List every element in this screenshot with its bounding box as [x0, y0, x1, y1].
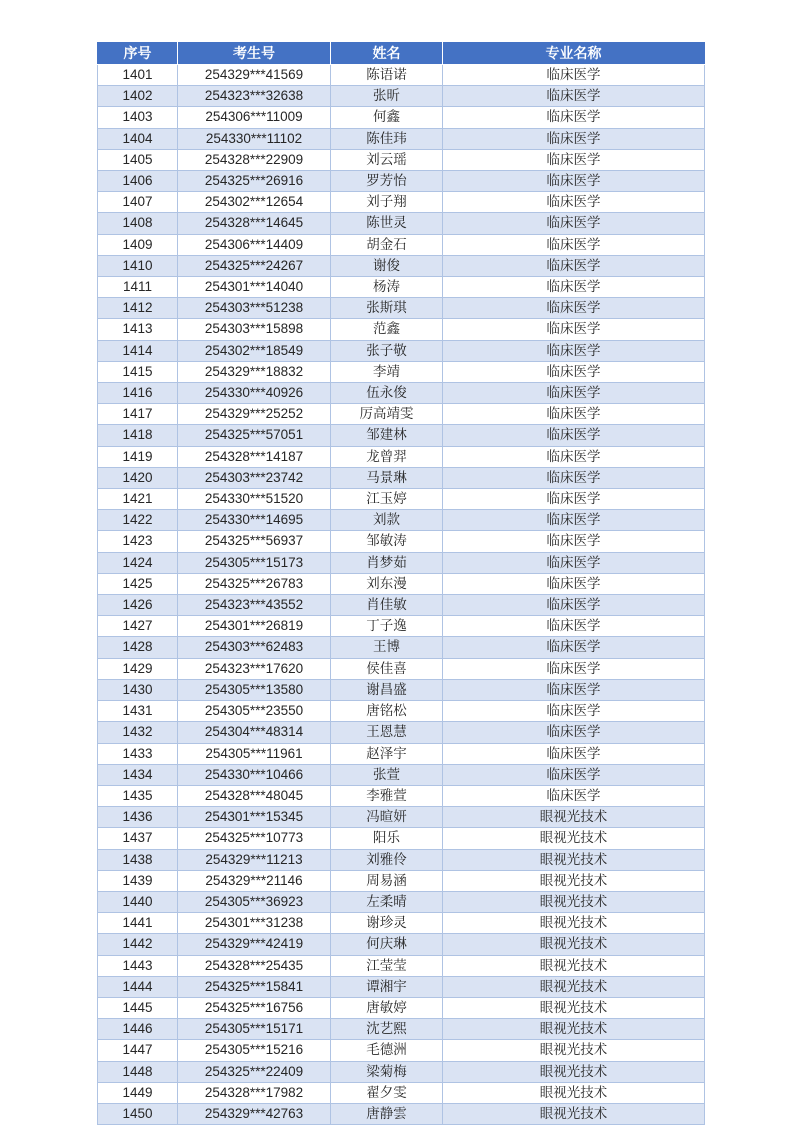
name-cell: 陈佳玮: [331, 128, 443, 149]
serial-cell: 1438: [98, 849, 178, 870]
candidate-id-cell: 254325***10773: [178, 828, 331, 849]
serial-cell: 1401: [98, 65, 178, 86]
serial-cell: 1420: [98, 467, 178, 488]
major-cell: 临床医学: [443, 277, 705, 298]
table-row: [98, 828, 705, 849]
candidate-id-cell: 254305***11961: [178, 743, 331, 764]
candidate-id-cell: 254302***18549: [178, 340, 331, 361]
serial-cell: 1447: [98, 1040, 178, 1061]
table-row: [98, 637, 705, 658]
serial-cell: 1412: [98, 298, 178, 319]
major-cell: 临床医学: [443, 107, 705, 128]
serial-cell: 1445: [98, 997, 178, 1018]
candidate-id-cell: 254323***43552: [178, 595, 331, 616]
table-body: [98, 65, 705, 1125]
major-cell: 临床医学: [443, 255, 705, 276]
serial-cell: 1402: [98, 86, 178, 107]
table-row: [98, 997, 705, 1018]
table-row: [98, 361, 705, 382]
serial-cell: 1409: [98, 234, 178, 255]
serial-cell: 1411: [98, 277, 178, 298]
name-cell: 张斯琪: [331, 298, 443, 319]
table-row: [98, 976, 705, 997]
major-cell: 临床医学: [443, 213, 705, 234]
serial-cell: 1408: [98, 213, 178, 234]
table-row: [98, 340, 705, 361]
table-row: [98, 467, 705, 488]
candidate-id-cell: 254329***18832: [178, 361, 331, 382]
name-cell: 范鑫: [331, 319, 443, 340]
major-cell: 临床医学: [443, 298, 705, 319]
serial-cell: 1429: [98, 658, 178, 679]
table-row: [98, 531, 705, 552]
name-cell: 刘云瑶: [331, 149, 443, 170]
table-row: [98, 192, 705, 213]
major-cell: 临床医学: [443, 383, 705, 404]
table-row: [98, 65, 705, 86]
name-cell: 冯暄妍: [331, 807, 443, 828]
name-cell: 何庆琳: [331, 934, 443, 955]
name-cell: 张昕: [331, 86, 443, 107]
serial-cell: 1403: [98, 107, 178, 128]
major-cell: 眼视光技术: [443, 976, 705, 997]
candidate-id-cell: 254325***56937: [178, 531, 331, 552]
name-cell: 梁菊梅: [331, 1061, 443, 1082]
table-row: [98, 213, 705, 234]
major-cell: 临床医学: [443, 722, 705, 743]
table-row: [98, 255, 705, 276]
candidate-id-cell: 254301***31238: [178, 913, 331, 934]
table-row: [98, 1082, 705, 1103]
serial-cell: 1427: [98, 616, 178, 637]
major-cell: 临床医学: [443, 86, 705, 107]
major-cell: 眼视光技术: [443, 891, 705, 912]
major-cell: 临床医学: [443, 658, 705, 679]
name-cell: 周易涵: [331, 870, 443, 891]
major-cell: 眼视光技术: [443, 1061, 705, 1082]
candidate-id-cell: 254301***26819: [178, 616, 331, 637]
serial-cell: 1422: [98, 510, 178, 531]
candidate-id-cell: 254329***11213: [178, 849, 331, 870]
candidate-id-cell: 254325***26916: [178, 171, 331, 192]
header-name: 姓名: [331, 43, 443, 65]
table-row: [98, 1019, 705, 1040]
table-row: [98, 891, 705, 912]
table-row: [98, 425, 705, 446]
candidate-id-cell: 254306***14409: [178, 234, 331, 255]
table-row: [98, 701, 705, 722]
major-cell: 临床医学: [443, 785, 705, 806]
major-cell: 临床医学: [443, 552, 705, 573]
name-cell: 王博: [331, 637, 443, 658]
table-row: [98, 277, 705, 298]
name-cell: 伍永俊: [331, 383, 443, 404]
table-row: [98, 552, 705, 573]
major-cell: 眼视光技术: [443, 870, 705, 891]
serial-cell: 1417: [98, 404, 178, 425]
table-row: [98, 955, 705, 976]
header-serial-number: 序号: [98, 43, 178, 65]
candidate-id-cell: 254305***15173: [178, 552, 331, 573]
table-row: [98, 870, 705, 891]
major-cell: 临床医学: [443, 616, 705, 637]
candidate-id-cell: 254301***15345: [178, 807, 331, 828]
major-cell: 临床医学: [443, 446, 705, 467]
candidate-id-cell: 254325***22409: [178, 1061, 331, 1082]
major-cell: 临床医学: [443, 467, 705, 488]
name-cell: 刘款: [331, 510, 443, 531]
major-cell: 临床医学: [443, 65, 705, 86]
table-row: [98, 319, 705, 340]
name-cell: 谭湘宇: [331, 976, 443, 997]
serial-cell: 1430: [98, 679, 178, 700]
name-cell: 赵泽宇: [331, 743, 443, 764]
table-row: [98, 149, 705, 170]
candidate-id-cell: 254328***14645: [178, 213, 331, 234]
candidate-id-cell: 254328***22909: [178, 149, 331, 170]
candidate-id-cell: 254305***13580: [178, 679, 331, 700]
table-header-row: [98, 43, 705, 65]
name-cell: 马景琳: [331, 467, 443, 488]
name-cell: 陈语诺: [331, 65, 443, 86]
candidate-id-cell: 254330***11102: [178, 128, 331, 149]
major-cell: 临床医学: [443, 743, 705, 764]
major-cell: 临床医学: [443, 171, 705, 192]
name-cell: 何鑫: [331, 107, 443, 128]
serial-cell: 1419: [98, 446, 178, 467]
candidate-id-cell: 254303***23742: [178, 467, 331, 488]
serial-cell: 1425: [98, 573, 178, 594]
serial-cell: 1435: [98, 785, 178, 806]
table-row: [98, 679, 705, 700]
serial-cell: 1434: [98, 764, 178, 785]
candidate-id-cell: 254328***25435: [178, 955, 331, 976]
major-cell: 临床医学: [443, 637, 705, 658]
major-cell: 临床医学: [443, 764, 705, 785]
table-row: [98, 764, 705, 785]
candidate-id-cell: 254329***21146: [178, 870, 331, 891]
candidate-id-cell: 254330***51520: [178, 489, 331, 510]
major-cell: 临床医学: [443, 149, 705, 170]
table-row: [98, 510, 705, 531]
major-cell: 临床医学: [443, 128, 705, 149]
candidate-id-cell: 254305***15216: [178, 1040, 331, 1061]
serial-cell: 1441: [98, 913, 178, 934]
table-row: [98, 1040, 705, 1061]
candidate-id-cell: 254304***48314: [178, 722, 331, 743]
name-cell: 李雅萱: [331, 785, 443, 806]
serial-cell: 1448: [98, 1061, 178, 1082]
name-cell: 唐铭松: [331, 701, 443, 722]
candidate-id-cell: 254329***41569: [178, 65, 331, 86]
serial-cell: 1437: [98, 828, 178, 849]
candidate-id-cell: 254301***14040: [178, 277, 331, 298]
serial-cell: 1413: [98, 319, 178, 340]
name-cell: 刘子翔: [331, 192, 443, 213]
name-cell: 谢珍灵: [331, 913, 443, 934]
name-cell: 厉高靖雯: [331, 404, 443, 425]
name-cell: 肖梦茹: [331, 552, 443, 573]
major-cell: 眼视光技术: [443, 1103, 705, 1124]
major-cell: 临床医学: [443, 425, 705, 446]
table-row: [98, 383, 705, 404]
serial-cell: 1424: [98, 552, 178, 573]
name-cell: 唐静雲: [331, 1103, 443, 1124]
name-cell: 肖佳敏: [331, 595, 443, 616]
name-cell: 邹敏涛: [331, 531, 443, 552]
name-cell: 刘雅伶: [331, 849, 443, 870]
candidate-id-cell: 254325***24267: [178, 255, 331, 276]
serial-cell: 1439: [98, 870, 178, 891]
name-cell: 龙曾羿: [331, 446, 443, 467]
name-cell: 阳乐: [331, 828, 443, 849]
major-cell: 临床医学: [443, 701, 705, 722]
candidate-id-cell: 254325***26783: [178, 573, 331, 594]
candidate-id-cell: 254328***17982: [178, 1082, 331, 1103]
name-cell: 沈艺熙: [331, 1019, 443, 1040]
serial-cell: 1443: [98, 955, 178, 976]
name-cell: 左柔晴: [331, 891, 443, 912]
header-major-name: 专业名称: [443, 43, 705, 65]
candidate-table: [97, 42, 705, 1125]
serial-cell: 1436: [98, 807, 178, 828]
major-cell: 临床医学: [443, 361, 705, 382]
candidate-id-cell: 254330***40926: [178, 383, 331, 404]
name-cell: 谢俊: [331, 255, 443, 276]
major-cell: 临床医学: [443, 192, 705, 213]
major-cell: 眼视光技术: [443, 1040, 705, 1061]
table-row: [98, 298, 705, 319]
serial-cell: 1405: [98, 149, 178, 170]
candidate-id-cell: 254305***23550: [178, 701, 331, 722]
table-row: [98, 595, 705, 616]
serial-cell: 1416: [98, 383, 178, 404]
serial-cell: 1418: [98, 425, 178, 446]
name-cell: 刘东漫: [331, 573, 443, 594]
name-cell: 江玉婷: [331, 489, 443, 510]
serial-cell: 1410: [98, 255, 178, 276]
candidate-id-cell: 254328***48045: [178, 785, 331, 806]
candidate-id-cell: 254323***17620: [178, 658, 331, 679]
serial-cell: 1433: [98, 743, 178, 764]
major-cell: 临床医学: [443, 510, 705, 531]
serial-cell: 1404: [98, 128, 178, 149]
serial-cell: 1450: [98, 1103, 178, 1124]
candidate-id-cell: 254302***12654: [178, 192, 331, 213]
table-row: [98, 404, 705, 425]
major-cell: 临床医学: [443, 319, 705, 340]
candidate-id-cell: 254303***51238: [178, 298, 331, 319]
serial-cell: 1440: [98, 891, 178, 912]
serial-cell: 1426: [98, 595, 178, 616]
candidate-id-cell: 254329***25252: [178, 404, 331, 425]
major-cell: 眼视光技术: [443, 913, 705, 934]
table-row: [98, 171, 705, 192]
serial-cell: 1423: [98, 531, 178, 552]
major-cell: 临床医学: [443, 489, 705, 510]
candidate-id-cell: 254329***42763: [178, 1103, 331, 1124]
major-cell: 眼视光技术: [443, 1019, 705, 1040]
major-cell: 临床医学: [443, 340, 705, 361]
table-row: [98, 722, 705, 743]
serial-cell: 1432: [98, 722, 178, 743]
name-cell: 毛德洲: [331, 1040, 443, 1061]
table-row: [98, 1103, 705, 1124]
candidate-id-cell: 254329***42419: [178, 934, 331, 955]
serial-cell: 1449: [98, 1082, 178, 1103]
table-row: [98, 785, 705, 806]
candidate-id-cell: 254330***10466: [178, 764, 331, 785]
serial-cell: 1442: [98, 934, 178, 955]
candidate-id-cell: 254330***14695: [178, 510, 331, 531]
major-cell: 临床医学: [443, 595, 705, 616]
serial-cell: 1407: [98, 192, 178, 213]
header-candidate-id: 考生号: [178, 43, 331, 65]
table-row: [98, 489, 705, 510]
name-cell: 谢昌盛: [331, 679, 443, 700]
table-row: [98, 658, 705, 679]
candidate-id-cell: 254325***16756: [178, 997, 331, 1018]
name-cell: 翟夕雯: [331, 1082, 443, 1103]
table-row: [98, 807, 705, 828]
major-cell: 眼视光技术: [443, 828, 705, 849]
candidate-id-cell: 254303***62483: [178, 637, 331, 658]
name-cell: 李靖: [331, 361, 443, 382]
major-cell: 临床医学: [443, 234, 705, 255]
serial-cell: 1421: [98, 489, 178, 510]
major-cell: 眼视光技术: [443, 807, 705, 828]
major-cell: 临床医学: [443, 531, 705, 552]
table-row: [98, 234, 705, 255]
serial-cell: 1414: [98, 340, 178, 361]
name-cell: 张子敬: [331, 340, 443, 361]
candidate-id-cell: 254323***32638: [178, 86, 331, 107]
name-cell: 侯佳喜: [331, 658, 443, 679]
name-cell: 胡金石: [331, 234, 443, 255]
table-row: [98, 934, 705, 955]
candidate-id-cell: 254325***57051: [178, 425, 331, 446]
table-row: [98, 128, 705, 149]
table-row: [98, 86, 705, 107]
name-cell: 张萱: [331, 764, 443, 785]
table-row: [98, 107, 705, 128]
major-cell: 眼视光技术: [443, 1082, 705, 1103]
major-cell: 临床医学: [443, 679, 705, 700]
table-row: [98, 913, 705, 934]
table-row: [98, 1061, 705, 1082]
major-cell: 眼视光技术: [443, 955, 705, 976]
name-cell: 邹建林: [331, 425, 443, 446]
major-cell: 眼视光技术: [443, 997, 705, 1018]
table-row: [98, 743, 705, 764]
name-cell: 王恩慧: [331, 722, 443, 743]
name-cell: 陈世灵: [331, 213, 443, 234]
candidate-id-cell: 254325***15841: [178, 976, 331, 997]
name-cell: 丁子逸: [331, 616, 443, 637]
serial-cell: 1415: [98, 361, 178, 382]
candidate-id-cell: 254328***14187: [178, 446, 331, 467]
serial-cell: 1428: [98, 637, 178, 658]
table-row: [98, 849, 705, 870]
name-cell: 杨涛: [331, 277, 443, 298]
major-cell: 临床医学: [443, 573, 705, 594]
table-row: [98, 616, 705, 637]
serial-cell: 1431: [98, 701, 178, 722]
candidate-id-cell: 254303***15898: [178, 319, 331, 340]
serial-cell: 1406: [98, 171, 178, 192]
serial-cell: 1446: [98, 1019, 178, 1040]
name-cell: 唐敏婷: [331, 997, 443, 1018]
serial-cell: 1444: [98, 976, 178, 997]
major-cell: 眼视光技术: [443, 849, 705, 870]
table-row: [98, 573, 705, 594]
candidate-id-cell: 254305***36923: [178, 891, 331, 912]
name-cell: 罗芳怡: [331, 171, 443, 192]
major-cell: 眼视光技术: [443, 934, 705, 955]
candidate-id-cell: 254306***11009: [178, 107, 331, 128]
candidate-id-cell: 254305***15171: [178, 1019, 331, 1040]
major-cell: 临床医学: [443, 404, 705, 425]
name-cell: 江莹莹: [331, 955, 443, 976]
table-row: [98, 446, 705, 467]
